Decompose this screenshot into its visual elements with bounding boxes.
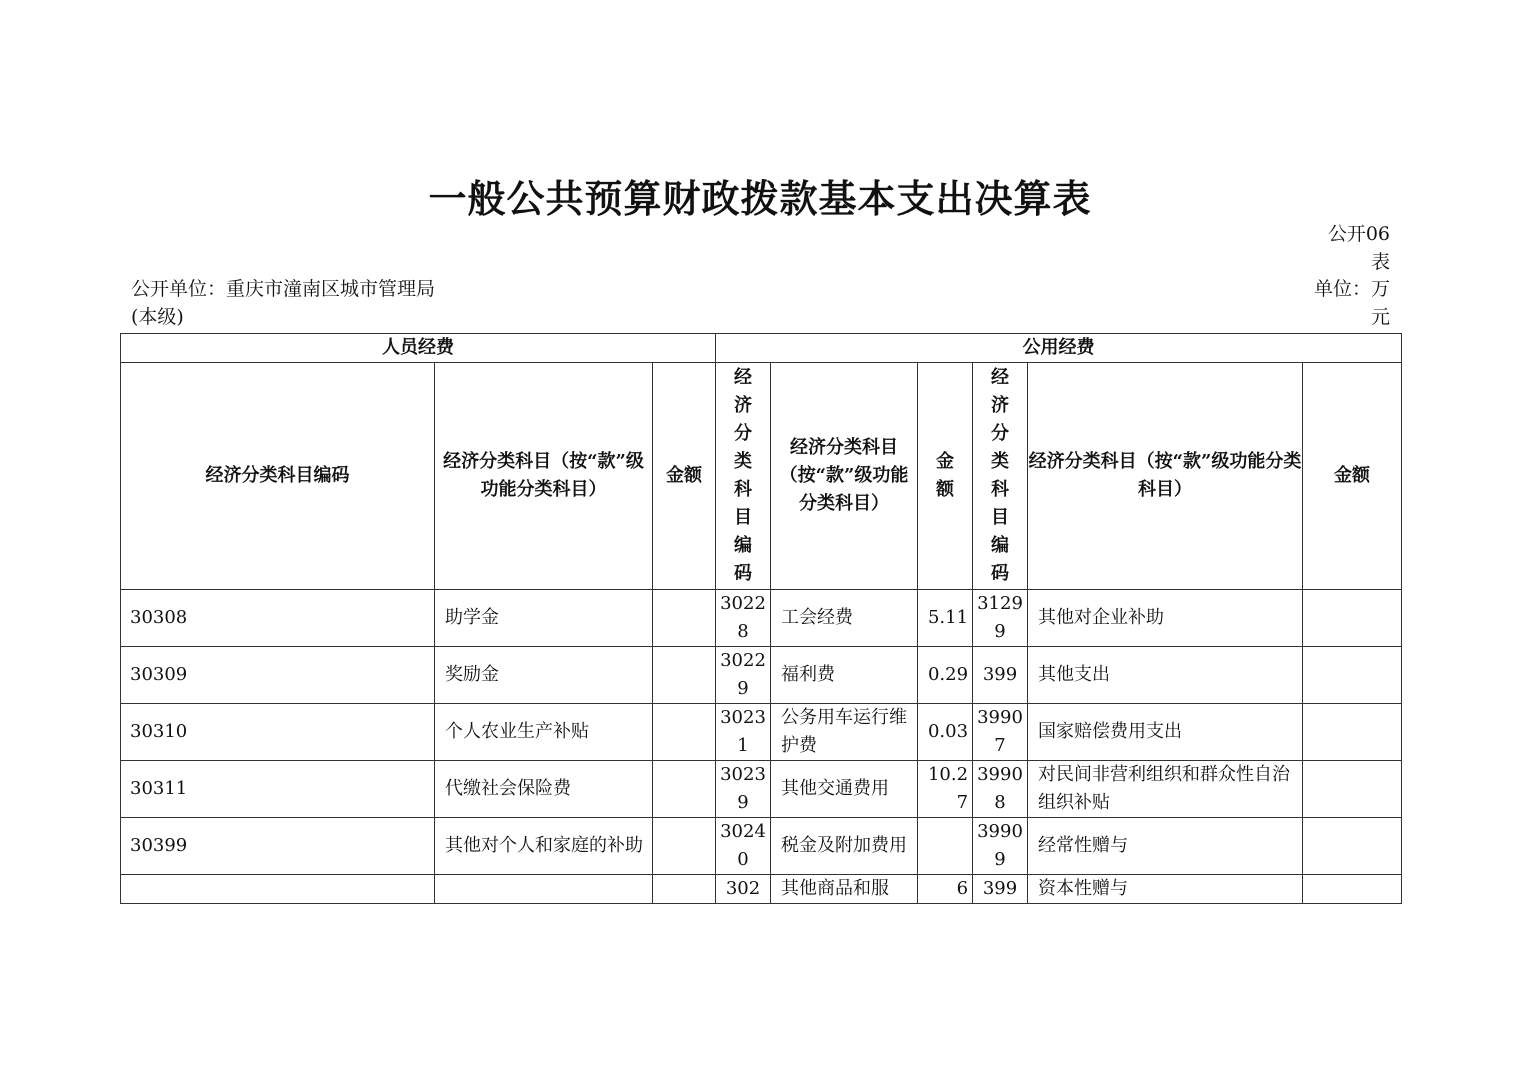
col-header-public2-name-text: 经济分类科目（按“款”级功能分类科目） [1028, 451, 1302, 500]
col-header-personnel-name-text: 经济分类科目（按“款”级功能分类科目） [443, 451, 644, 500]
public1-amount-cell: 0.03 [918, 704, 973, 761]
public1-code-cell: 30239 [716, 761, 771, 818]
public1-name-cell: 工会经费 [771, 590, 918, 647]
personnel-code-cell: 30309 [121, 647, 435, 704]
personnel-amount-cell [653, 704, 716, 761]
col-header-public1-name-text: 经济分类科目（按“款”级功能分类科目） [779, 437, 909, 514]
personnel-amount-cell [653, 761, 716, 818]
public1-amount-cell: 6 [918, 875, 973, 904]
public2-code-cell: 39907 [973, 704, 1028, 761]
public2-amount-cell [1303, 818, 1402, 875]
personnel-code-cell: 30310 [121, 704, 435, 761]
col-header-public2-amount: 金额 [1303, 363, 1402, 590]
public2-name-cell: 资本性赠与 [1028, 875, 1303, 904]
public2-code-cell: 39909 [973, 818, 1028, 875]
unit-label: 单位：万元 [1313, 278, 1390, 328]
public2-name-cell: 经常性赠与 [1028, 818, 1303, 875]
public1-name-cell: 其他交通费用 [771, 761, 918, 818]
expenditure-table [120, 333, 1402, 904]
organization-label: 公开单位：重庆市潼南区城市管理局(本级) [131, 278, 436, 328]
personnel-code-cell [121, 875, 435, 904]
page-title: 一般公共预算财政拨款基本支出决算表 [428, 176, 1092, 221]
public1-amount-cell: 0.29 [918, 647, 973, 704]
personnel-name-cell [435, 875, 653, 904]
table-row [121, 875, 1402, 904]
personnel-amount-cell [653, 875, 716, 904]
personnel-code-cell: 30308 [121, 590, 435, 647]
public2-code-cell: 399 [973, 875, 1028, 904]
public1-amount-cell: 10.27 [918, 761, 973, 818]
personnel-code-cell: 30399 [121, 818, 435, 875]
col-header-public1-name [771, 363, 918, 590]
col-header-personnel-name [435, 363, 653, 590]
group-header-public: 公用经费 [716, 334, 1402, 363]
personnel-name-cell: 助学金 [435, 590, 653, 647]
personnel-amount-cell [653, 590, 716, 647]
personnel-amount-cell [653, 647, 716, 704]
public2-amount-cell [1303, 647, 1402, 704]
public2-name-cell: 其他支出 [1028, 647, 1303, 704]
public2-amount-cell [1303, 875, 1402, 904]
public2-code-cell: 31299 [973, 590, 1028, 647]
table-row [121, 590, 1402, 647]
group-header-personnel: 人员经费 [121, 334, 716, 363]
public2-amount-cell [1303, 761, 1402, 818]
table-row [121, 647, 1402, 704]
form-number: 公开06表 [1327, 223, 1390, 273]
public1-name-cell: 税金及附加费用 [771, 818, 918, 875]
public2-name-cell: 其他对企业补助 [1028, 590, 1303, 647]
public1-code-cell: 30240 [716, 818, 771, 875]
col-header-public2-code-text: 经济分类科目编码 [991, 367, 1010, 584]
table-row [121, 818, 1402, 875]
col-header-personnel-code: 经济分类科目编码 [121, 363, 435, 590]
personnel-name-cell: 其他对个人和家庭的补助 [435, 818, 653, 875]
col-header-public2-name [1028, 363, 1303, 590]
public1-amount-cell [918, 818, 973, 875]
public1-name-cell: 其他商品和服 [771, 875, 918, 904]
col-header-public2-code [973, 363, 1028, 590]
public2-name-cell: 对民间非营利组织和群众性自治组织补贴 [1028, 761, 1303, 818]
public1-code-cell: 30228 [716, 590, 771, 647]
public2-name-cell: 国家赔偿费用支出 [1028, 704, 1303, 761]
form-number-block [1310, 221, 1390, 331]
col-header-personnel-amount: 金额 [653, 363, 716, 590]
public1-amount-cell: 5.11 [918, 590, 973, 647]
public1-code-cell: 30229 [716, 647, 771, 704]
col-header-public1-amount [918, 363, 973, 590]
personnel-name-cell: 奖励金 [435, 647, 653, 704]
table-row [121, 704, 1402, 761]
personnel-name-cell: 代缴社会保险费 [435, 761, 653, 818]
col-header-public1-code [716, 363, 771, 590]
public2-amount-cell [1303, 590, 1402, 647]
public1-name-cell: 福利费 [771, 647, 918, 704]
public2-code-cell: 399 [973, 647, 1028, 704]
public2-code-cell: 39908 [973, 761, 1028, 818]
personnel-code-cell: 30311 [121, 761, 435, 818]
public1-code-cell: 30231 [716, 704, 771, 761]
col-header-public1-amount-text: 金额 [936, 451, 955, 500]
personnel-amount-cell [653, 818, 716, 875]
public2-amount-cell [1303, 704, 1402, 761]
public1-code-cell: 302 [716, 875, 771, 904]
public1-name-cell: 公务用车运行维护费 [771, 704, 918, 761]
personnel-name-cell: 个人农业生产补贴 [435, 704, 653, 761]
col-header-public1-code-text: 经济分类科目编码 [734, 367, 753, 584]
table-row [121, 761, 1402, 818]
